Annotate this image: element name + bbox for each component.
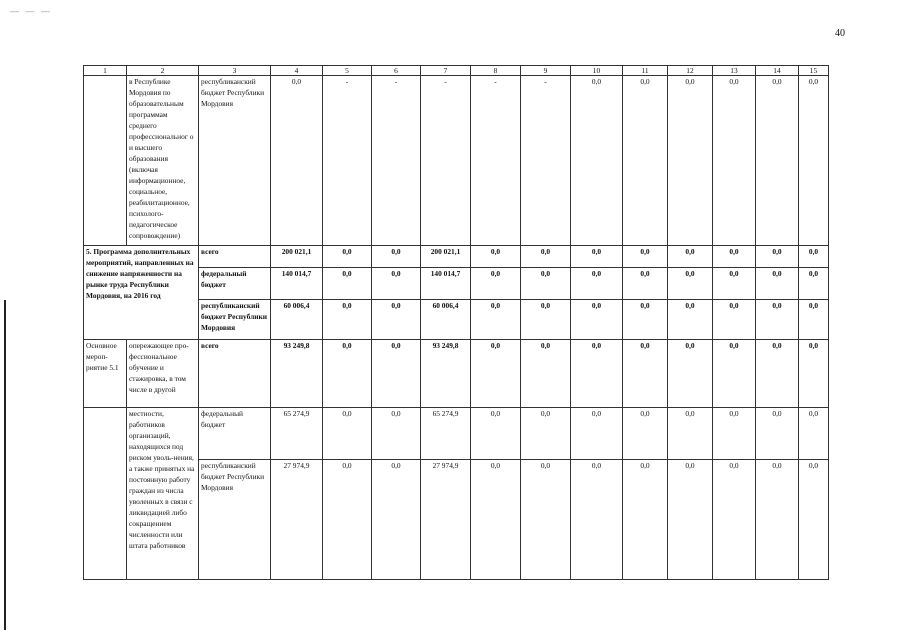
value-cell: -	[421, 76, 471, 246]
value-cell: 200 021,1	[421, 246, 471, 268]
column-number: 9	[521, 66, 571, 76]
funding-source: всего	[199, 246, 271, 268]
scan-marks: — — —	[10, 6, 53, 16]
value-cell: 0,0	[756, 76, 799, 246]
value-cell: 0,0	[571, 340, 623, 408]
column-number: 12	[668, 66, 713, 76]
value-cell: 0,0	[323, 408, 372, 460]
value-cell: 0,0	[623, 268, 668, 300]
value-cell: 0,0	[668, 76, 713, 246]
value-cell: 0,0	[799, 408, 829, 460]
column-number: 2	[127, 66, 199, 76]
column-number: 4	[271, 66, 323, 76]
column-number: 15	[799, 66, 829, 76]
value-cell: 0,0	[372, 408, 421, 460]
value-cell: 0,0	[471, 268, 521, 300]
table-row	[84, 76, 829, 246]
funding-source: республиканский бюджет Республики Мордовия	[199, 460, 271, 580]
value-cell: 0,0	[713, 268, 756, 300]
table-row	[84, 246, 829, 268]
value-cell: 0,0	[668, 408, 713, 460]
column-number: 3	[199, 66, 271, 76]
value-cell: -	[323, 76, 372, 246]
value-cell: 0,0	[571, 300, 623, 340]
budget-table	[83, 65, 829, 580]
value-cell: 200 021,1	[271, 246, 323, 268]
value-cell: 0,0	[756, 408, 799, 460]
value-cell: 0,0	[372, 460, 421, 580]
column-number: 7	[421, 66, 471, 76]
value-cell: 0,0	[521, 246, 571, 268]
value-cell: 0,0	[271, 76, 323, 246]
value-cell: 0,0	[521, 268, 571, 300]
value-cell: 0,0	[471, 408, 521, 460]
value-cell: 0,0	[668, 246, 713, 268]
funding-source: республиканский бюджет Республики Мордовия	[199, 76, 271, 246]
value-cell: 0,0	[623, 246, 668, 268]
column-number: 11	[623, 66, 668, 76]
value-cell: 0,0	[756, 460, 799, 580]
value-cell: 0,0	[623, 460, 668, 580]
value-cell: -	[372, 76, 421, 246]
value-cell: 140 014,7	[421, 268, 471, 300]
value-cell: 0,0	[623, 300, 668, 340]
value-cell: 0,0	[713, 300, 756, 340]
value-cell: 60 006,4	[421, 300, 471, 340]
value-cell: 0,0	[323, 246, 372, 268]
measure-description: в Республике Мордовия по образовательным программам среднего профессиональног о и высшего образования (включая информационное, социальное, реабилитационное, психолого-педагогическое сопровождение)	[127, 76, 199, 246]
column-number: 6	[372, 66, 421, 76]
value-cell: 0,0	[372, 268, 421, 300]
value-cell: 140 014,7	[271, 268, 323, 300]
funding-source: федеральный бюджет	[199, 268, 271, 300]
value-cell: 0,0	[521, 460, 571, 580]
page-number: 40	[835, 28, 845, 39]
value-cell: 0,0	[713, 340, 756, 408]
value-cell: 65 274,9	[421, 408, 471, 460]
value-cell: 93 249,8	[421, 340, 471, 408]
value-cell: 0,0	[571, 76, 623, 246]
value-cell: 60 006,4	[271, 300, 323, 340]
value-cell: 0,0	[799, 246, 829, 268]
value-cell: 0,0	[756, 340, 799, 408]
value-cell: 0,0	[323, 340, 372, 408]
funding-source: федеральный бюджет	[199, 408, 271, 460]
value-cell: 0,0	[471, 246, 521, 268]
value-cell: 0,0	[756, 246, 799, 268]
value-cell: 0,0	[799, 300, 829, 340]
value-cell: 0,0	[713, 76, 756, 246]
value-cell: 0,0	[471, 340, 521, 408]
value-cell: 0,0	[668, 340, 713, 408]
value-cell: 0,0	[799, 268, 829, 300]
value-cell: -	[521, 76, 571, 246]
funding-source: всего	[199, 340, 271, 408]
value-cell: 0,0	[571, 408, 623, 460]
value-cell: 0,0	[323, 300, 372, 340]
table-cell	[84, 408, 127, 580]
value-cell: 0,0	[323, 268, 372, 300]
value-cell: 0,0	[623, 76, 668, 246]
table-cell	[84, 76, 127, 246]
value-cell: 0,0	[713, 246, 756, 268]
value-cell: 0,0	[623, 340, 668, 408]
value-cell: 0,0	[372, 340, 421, 408]
value-cell: 0,0	[372, 246, 421, 268]
column-number: 10	[571, 66, 623, 76]
column-number: 8	[471, 66, 521, 76]
value-cell: 0,0	[713, 460, 756, 580]
value-cell: 0,0	[799, 460, 829, 580]
value-cell: -	[471, 76, 521, 246]
value-cell: 0,0	[668, 268, 713, 300]
value-cell: 0,0	[571, 246, 623, 268]
value-cell: 0,0	[471, 300, 521, 340]
funding-source: республиканский бюджет Республики Мордовия	[199, 300, 271, 340]
value-cell: 0,0	[372, 300, 421, 340]
table-row	[84, 340, 829, 408]
value-cell: 65 274,9	[271, 408, 323, 460]
program-title: 5. Программа дополнительных мероприятий, направленных на снижение напряженности на рынке труда Республики Мордовия, на 2016 год	[84, 246, 199, 340]
column-number: 5	[323, 66, 372, 76]
value-cell: 0,0	[571, 268, 623, 300]
value-cell: 0,0	[571, 460, 623, 580]
column-number: 13	[713, 66, 756, 76]
value-cell: 0,0	[799, 340, 829, 408]
value-cell: 0,0	[713, 408, 756, 460]
measure-description: местности, работников организаций, находящихся под риском уволь-нения, а также принятых на постоянную работу граждан из числа уволенных в связи с ликвидацией либо сокращением численности или штата работников	[127, 408, 199, 580]
value-cell: 27 974,9	[421, 460, 471, 580]
value-cell: 0,0	[471, 460, 521, 580]
value-cell: 0,0	[623, 408, 668, 460]
value-cell: 0,0	[521, 300, 571, 340]
value-cell: 27 974,9	[271, 460, 323, 580]
column-number: 1	[84, 66, 127, 76]
value-cell: 0,0	[323, 460, 372, 580]
value-cell: 0,0	[521, 408, 571, 460]
value-cell: 0,0	[799, 76, 829, 246]
value-cell: 93 249,8	[271, 340, 323, 408]
column-number: 14	[756, 66, 799, 76]
measure-number: Основное мероп-риятие 5.1	[84, 340, 127, 408]
value-cell: 0,0	[756, 300, 799, 340]
measure-description: опережающее про-фессиональное обучение и стажировка, в том числе в другой	[127, 340, 199, 408]
table-row	[84, 408, 829, 460]
scan-binding-line	[4, 300, 6, 630]
value-cell: 0,0	[756, 268, 799, 300]
column-number-row	[84, 66, 829, 76]
value-cell: 0,0	[668, 300, 713, 340]
value-cell: 0,0	[668, 460, 713, 580]
value-cell: 0,0	[521, 340, 571, 408]
